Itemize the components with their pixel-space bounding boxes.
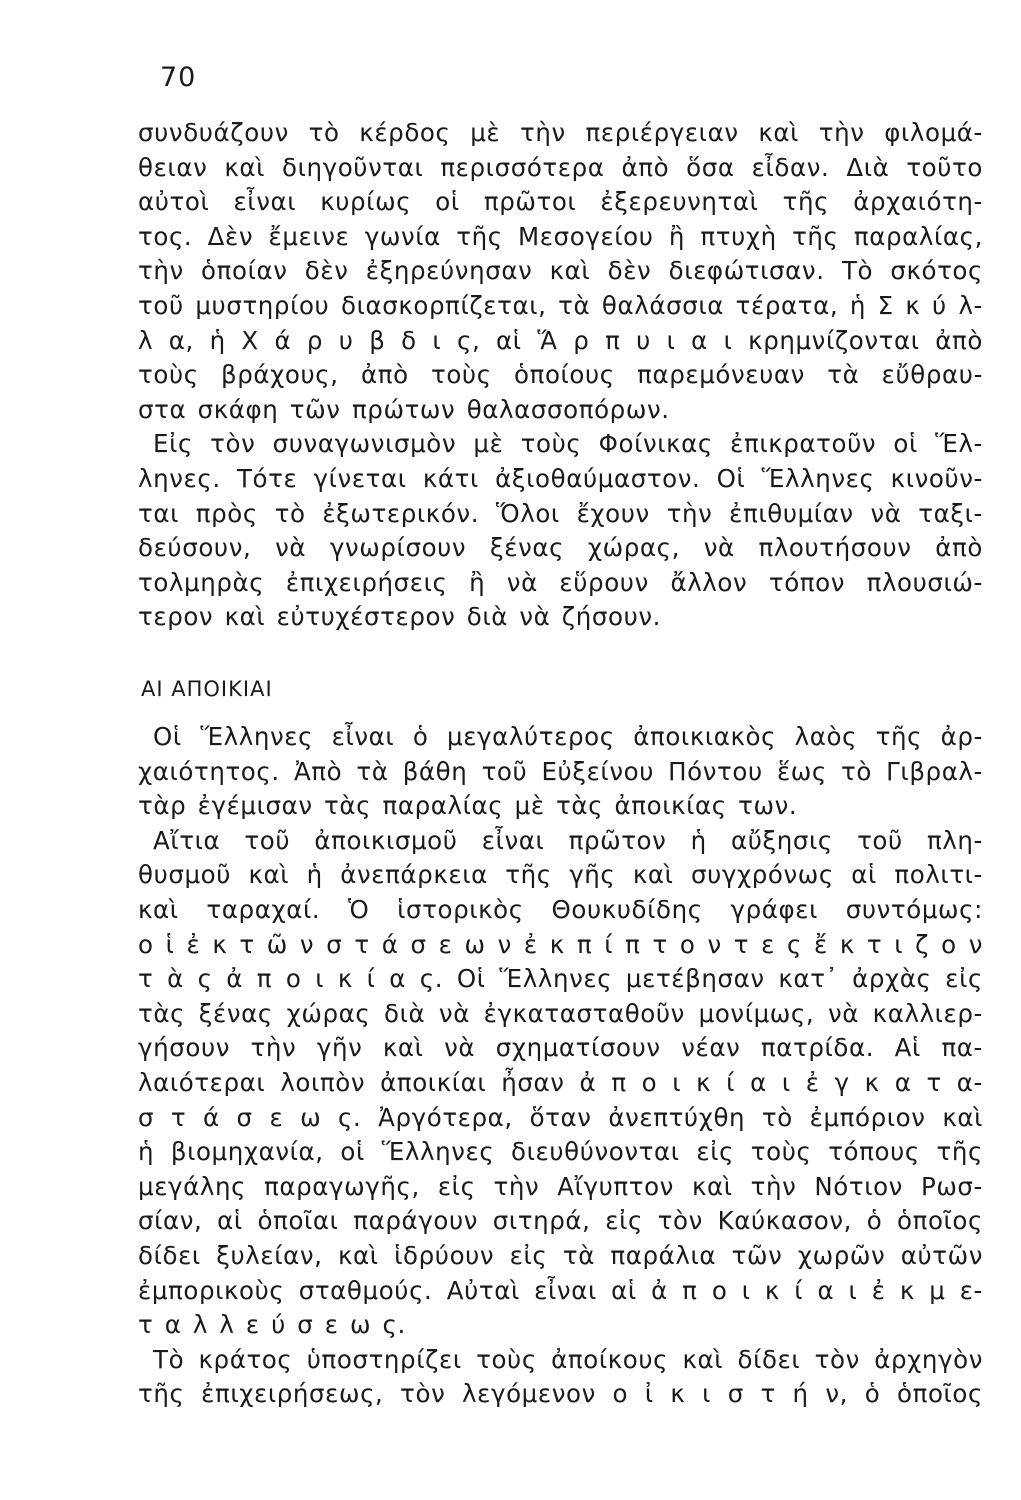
text-line: δίδει ξυλείαν, καὶ ἱδρύουν εἰς τὰ παράλια τῶν χωρῶν αὐτῶν (138, 1240, 983, 1270)
text-line: τερον καὶ εὐτυχέστερον διὰ νὰ ζήσουν. (138, 602, 662, 632)
text-line: σίαν, αἱ ὁποῖαι παράγουν σιτηρά, εἰς τὸν Καύκασον, ὁ ὁποῖος (138, 1206, 983, 1236)
section-heading: ΑΙ ΑΠΟΙΚΙΑΙ (141, 677, 273, 701)
text-line: τὰρ ἐγέμισαν τὰς παραλίας μὲ τὰς ἀποικίας των. (138, 791, 798, 821)
text-line: Εἰς τὸν συναγωνισμὸν μὲ τοὺς Φοίνικας ἐπικρατοῦν οἱ Ἕλ- (153, 429, 983, 459)
text-line: τῆς ἐπιχειρήσεως, τὸν λεγόμενον ο ἰ κ ι σ τ ή ν, ὁ ὁποῖος (138, 1379, 983, 1409)
text-line: καὶ ταραχαί. Ὁ ἱστορικὸς Θουκυδίδης γράφει συντόμως: (138, 894, 983, 924)
text-line: θειαν καὶ διηγοῦνται περισσότερα ἀπὸ ὅσα εἶδαν. Διὰ τοῦτο (138, 152, 983, 182)
text-line: λ α, ἡ Χ ά ρ υ β δ ι ς, αἱ Ἅ ρ π υ ι α ι κρημνίζονται ἀπὸ (138, 325, 983, 355)
text-block-colonies (138, 720, 983, 1412)
text-block-intro (138, 116, 983, 635)
text-line: χαιότητος. Ἀπὸ τὰ βάθη τοῦ Εὐξείνου Πόντου ἕως τὸ Γιβραλ- (138, 756, 983, 786)
text-line: Αἴτια τοῦ ἀποικισμοῦ εἶναι πρῶτον ἡ αὔξησις τοῦ πλη- (153, 825, 983, 855)
text-line: τ α λ λ ε ύ σ ε ω ς. (138, 1310, 406, 1340)
text-line: ἐμπορικοὺς σταθμούς. Αὐταὶ εἶναι αἱ ἀ π ο ι κ ί α ι ἐ κ μ ε- (138, 1275, 983, 1305)
text-line: τὴν ὁποίαν δὲν ἐξηρεύνησαν καὶ δὲν διεφώτισαν. Τὸ σκότος (138, 256, 983, 286)
text-line: θυσμοῦ καὶ ἡ ἀνεπάρκεια τῆς γῆς καὶ συγχρόνως αἱ πολιτι- (138, 860, 983, 890)
text-line: ται πρὸς τὸ ἐξωτερικόν. Ὅλοι ἔχουν τὴν ἐπιθυμίαν νὰ ταξι- (138, 498, 983, 528)
text-line: συνδυάζουν τὸ κέρδος μὲ τὴν περιέργειαν καὶ τὴν φιλομά- (138, 118, 983, 147)
text-line: Οἱ Ἕλληνες εἶναι ὁ μεγαλύτερος ἀποικιακὸς λαὸς τῆς ἀρ- (153, 722, 983, 751)
text-line: μεγάλης παραγωγῆς, εἰς τὴν Αἴγυπτον καὶ τὴν Νότιον Ρωσ- (138, 1171, 983, 1201)
text-line: ληνες. Τότε γίνεται κάτι ἀξιοθαύμαστον. Οἱ Ἕλληνες κινοῦν- (138, 463, 983, 493)
text-line: ο ἱ ἐ κ τ ῶ ν σ τ ά σ ε ω ν ἐ κ π ί π τ ο ν τ ε ς ἔ κ τ ι ζ ο ν (138, 929, 983, 959)
text-line: στα σκάφη τῶν πρώτων θαλασσοπόρων. (138, 394, 670, 424)
text-line: τολμηρὰς ἐπιχειρήσεις ἢ νὰ εὕρουν ἄλλον τόπον πλουσιώ- (138, 567, 983, 597)
text-line: τοῦ μυστηρίου διασκορπίζεται, τὰ θαλάσσια τέρατα, ἡ Σ κ ύ λ- (138, 290, 983, 320)
text-line: τ ὰ ς ἀ π ο ι κ ί α ς. Οἱ Ἕλληνες μετέβησαν κατ᾿ ἀρχὰς εἰς (138, 964, 983, 994)
text-line: λαιότεραι λοιπὸν ἀποικίαι ἦσαν ἀ π ο ι κ ί α ι ἐ γ κ α τ α- (138, 1067, 983, 1097)
page-number: 70 (160, 62, 197, 93)
text-line: δεύσουν, νὰ γνωρίσουν ξένας χώρας, νὰ πλουτήσουν ἀπὸ (138, 533, 983, 563)
text-line: σ τ ά σ ε ω ς. Ἀργότερα, ὅταν ἀνεπτύχθη τὸ ἐμπόριον καὶ (138, 1102, 983, 1132)
text-line: τος. Δὲν ἔμεινε γωνία τῆς Μεσογείου ἢ πτυχὴ τῆς παραλίας, (138, 221, 983, 251)
text-line: τοὺς βράχους, ἀπὸ τοὺς ὁποίους παρεμόνευαν τὰ εὔθραυ- (138, 360, 983, 390)
text-line: γήσουν τὴν γῆν καὶ νὰ σχηματίσουν νέαν πατρίδα. Αἱ πα- (138, 1033, 983, 1063)
text-line: Τὸ κράτος ὑποστηρίζει τοὺς ἀποίκους καὶ δίδει τὸν ἀρχηγὸν (153, 1344, 983, 1374)
text-line: ἡ βιομηχανία, οἱ Ἕλληνες διευθύνονται εἰς τοὺς τόπους τῆς (138, 1137, 983, 1167)
text-line: αὐτοὶ εἶναι κυρίως οἱ πρῶτοι ἐξερευνηταὶ τῆς ἀρχαιότη- (138, 187, 983, 217)
text-line: τὰς ξένας χώρας διὰ νὰ ἐγκατασταθοῦν μονίμως, νὰ καλλιερ- (138, 998, 983, 1028)
